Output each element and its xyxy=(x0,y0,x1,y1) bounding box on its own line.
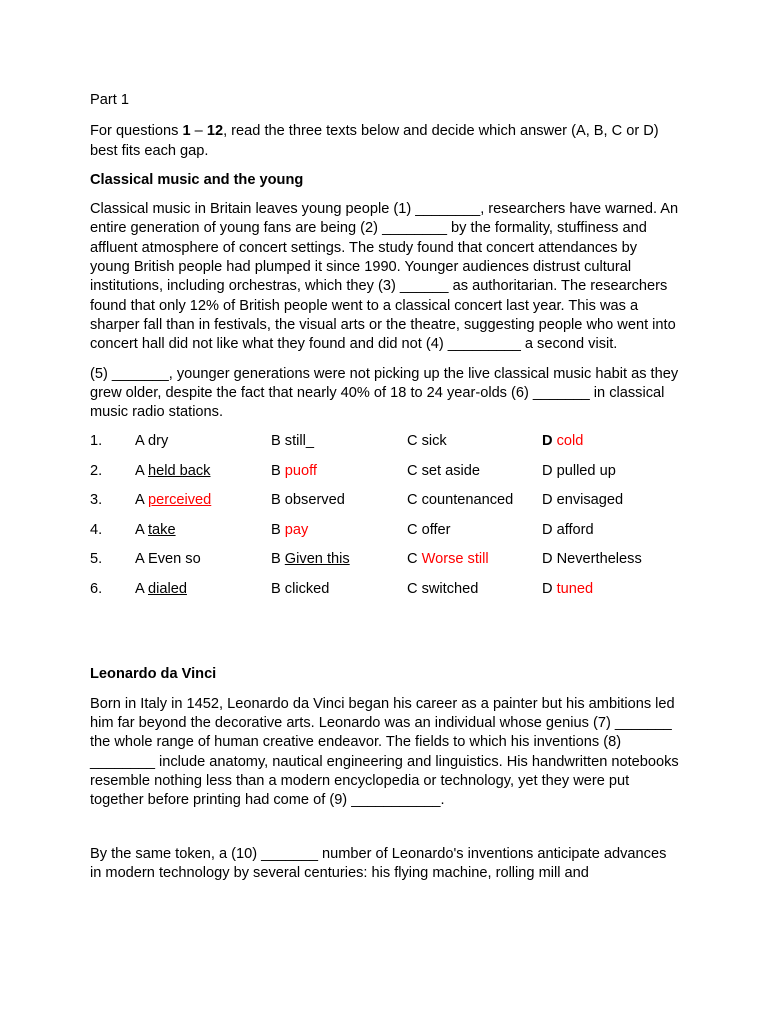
option-d: D afford xyxy=(542,521,594,538)
option-c: C switched xyxy=(407,580,479,597)
option-d-selected: D cold xyxy=(542,433,584,450)
option-b: B Given this xyxy=(271,551,350,568)
option-a-selected: A perceived xyxy=(135,492,212,509)
question-number: 1. xyxy=(90,433,103,450)
option-a: A dry xyxy=(135,433,169,450)
question-number: 3. xyxy=(90,492,103,509)
instructions-before: For questions xyxy=(90,123,183,140)
option-b-selected: B puoff xyxy=(271,462,317,479)
question-row-2 xyxy=(90,462,680,492)
text2-para1: Born in Italy in 1452, Leonardo da Vinci began his career as a painter but his ambitions led him far beyond the decorative arts. Leonardo was an individual whose genius (7) _______ the whole range of human creative endeavor. The fields to which his inventions (8) ________ include anatomy, nautical engineering and linguistics. His handwritten notebooks resemble nothing less than a modern encyclopedia or technology, yet they were put together before printing had come of (9) ___________. xyxy=(90,695,679,809)
question-row-3 xyxy=(90,491,680,521)
option-a: A held back xyxy=(135,462,211,479)
option-b: B still_ xyxy=(271,433,314,450)
text1-para2: (5) _______, younger generations were not picking up the live classical music habit as they grew older, despite the fact that nearly 40% of 18 to 24 year-olds (6) _______ in classical music radio stations. xyxy=(90,365,679,421)
option-b-selected: B pay xyxy=(271,521,309,538)
part-label: Part 1 xyxy=(90,92,129,108)
answer-choices-table xyxy=(90,432,680,609)
instructions-after: , read the three texts below and decide which answer (A, B, C or D) best fits each gap. xyxy=(90,123,659,159)
text1-para1: Classical music in Britain leaves young people (1) ________, researchers have warned. An entire generation of young fans are being (2) ________ by the formality, stuffiness and affluent atmosphere of concert settings. The study found that concert attendances by young British people had plumped it since 1990. Younger audiences distrust cultural institutions, including orchestras, which they (3) ______ as authoritarian. The researchers found that only 12% of British people went to a classical concert last year. This was a sharper fall than in festivals, the visual arts or the theatre, suggesting people who went into concert hall did not like what they found and did not (4) _________ a second visit. xyxy=(90,201,679,353)
instructions-dash: – xyxy=(190,123,207,140)
option-c: C set aside xyxy=(407,462,481,479)
question-row-1 xyxy=(90,432,680,462)
instructions-q-from: 1 xyxy=(182,123,191,140)
question-number: 5. xyxy=(90,551,103,568)
question-row-6 xyxy=(90,580,680,610)
option-c-selected: C Worse still xyxy=(407,551,489,568)
instructions xyxy=(90,122,680,161)
option-b: B clicked xyxy=(271,580,330,597)
option-c: C sick xyxy=(407,433,447,450)
instructions-q-to: 12 xyxy=(206,123,224,140)
option-d: D Nevertheless xyxy=(542,551,642,568)
option-d-selected: D tuned xyxy=(542,580,594,597)
question-number: 2. xyxy=(90,462,103,479)
option-d: D pulled up xyxy=(542,462,616,479)
question-number: 4. xyxy=(90,521,103,538)
option-c: C offer xyxy=(407,521,451,538)
text2-title: Leonardo da Vinci xyxy=(90,666,217,683)
option-d: D envisaged xyxy=(542,492,624,509)
question-number: 6. xyxy=(90,580,103,597)
option-a: A take xyxy=(135,521,176,538)
option-a: A dialed xyxy=(135,580,187,597)
document-page xyxy=(90,91,680,893)
text1-title: Classical music and the young xyxy=(90,171,304,188)
text2-para2: By the same token, a (10) _______ number of Leonardo's inventions anticipate advances in modern technology by several centuries: his flying machine, rolling mill and xyxy=(90,845,667,881)
option-c: C countenanced xyxy=(407,492,514,509)
question-row-4 xyxy=(90,521,680,551)
option-a: A Even so xyxy=(135,551,201,568)
option-b: B observed xyxy=(271,492,345,509)
question-row-5 xyxy=(90,550,680,580)
